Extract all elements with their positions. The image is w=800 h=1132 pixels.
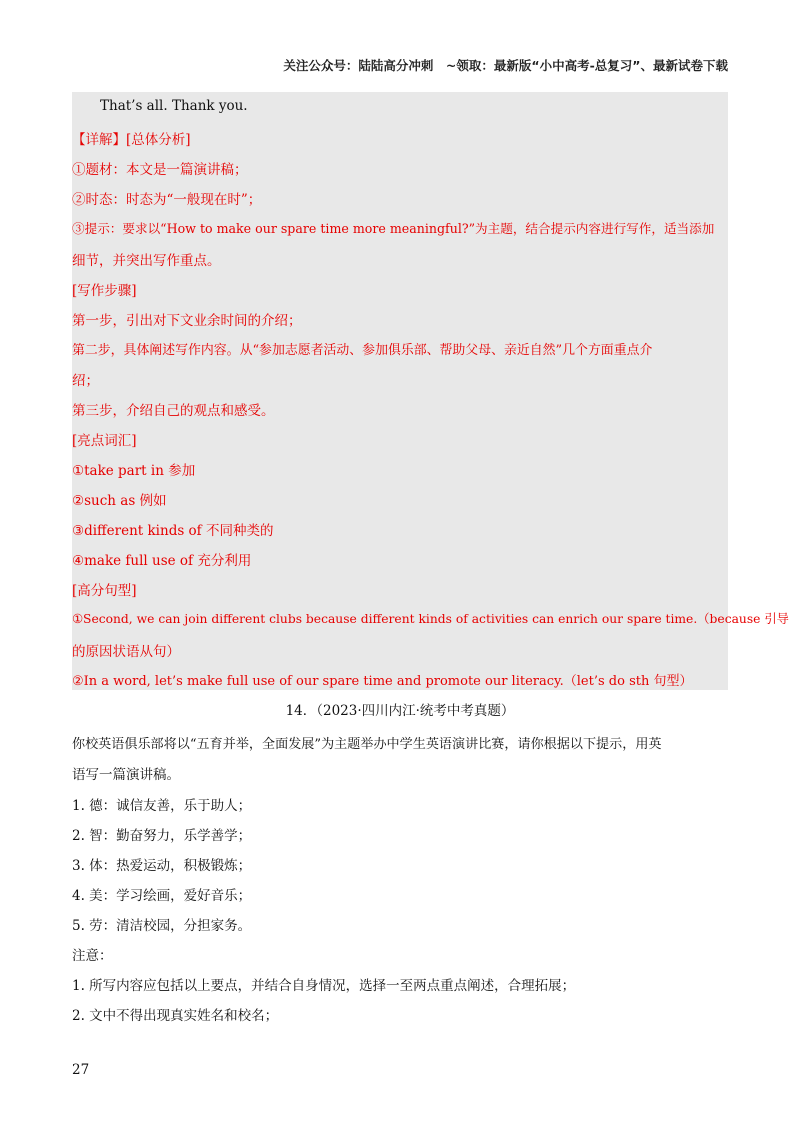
question-title: 14．（2023·四川内江·统考中考真题） <box>285 703 515 719</box>
question-line: 2. 智：勤奋努力，乐学善学； <box>72 828 252 844</box>
question-line: 4. 美：学习绘画，爱好音乐； <box>72 888 252 904</box>
answer-line: [写作步骤] <box>72 283 137 299</box>
answer-shaded-block <box>72 92 728 690</box>
answer-line: ①题材：本文是一篇演讲稿； <box>72 162 248 178</box>
answer-line: 【详解】[总体分析] <box>72 132 191 148</box>
answer-line: [高分句型] <box>72 583 137 599</box>
answer-line: ①take part in 参加 <box>72 463 196 479</box>
question-line: 1. 所写内容应包括以上要点，并结合自身情况，选择一至两点重点阐述，合理拓展； <box>72 978 576 994</box>
question-line: 3. 体：热爱运动，积极锻炼； <box>72 858 252 874</box>
answer-line: ②such as 例如 <box>72 493 167 509</box>
answer-line: ④make full use of 充分利用 <box>72 553 252 569</box>
question-line: 注意： <box>72 948 113 964</box>
answer-line: 绍； <box>72 373 99 389</box>
question-line: 语写一篇演讲稿。 <box>72 767 180 783</box>
answer-line: ①Second, we can join different clubs because different kinds of activities can enrich our spare time.（because 引导 <box>72 612 789 626</box>
answer-line: 第一步，引出对下文业余时间的介绍； <box>72 313 302 329</box>
answer-line: ③提示：要求以“How to make our spare time more meaningful?”为主题，结合提示内容进行写作，适当添加 <box>72 221 715 236</box>
question-line: 1. 德：诚信友善，乐于助人； <box>72 798 252 814</box>
question-line: 5. 劳：清洁校园，分担家务。 <box>72 918 252 934</box>
question-line: 2. 文中不得出现真实姓名和校名； <box>72 1008 279 1024</box>
answer-line: ③different kinds of 不同种类的 <box>72 523 274 539</box>
answer-line: [亮点词汇] <box>72 433 137 449</box>
answer-line: 第三步，介绍自己的观点和感受。 <box>72 403 275 419</box>
answer-line: 的原因状语从句） <box>72 644 180 660</box>
answer-closing: That’s all. Thank you. <box>100 98 248 114</box>
answer-line: 细节，并突出写作重点。 <box>72 253 221 269</box>
answer-line: ②In a word, let’s make full use of our spare time and promote our literacy.（let’s do sth 句型） <box>72 674 693 689</box>
page-number: 27 <box>72 1062 90 1078</box>
question-line: 你校英语俱乐部将以“五育并举，全面发展”为主题举办中学生英语演讲比赛，请你根据以下提示，用英 <box>72 737 662 752</box>
answer-line: ②时态：时态为“一般现在时”； <box>72 192 262 208</box>
answer-line: 第二步，具体阐述写作内容。从“参加志愿者活动、参加俱乐部、帮助父母、亲近自然”几个方面重点介 <box>72 343 653 358</box>
page-header: 关注公众号：陆陆高分冲刺 ~领取：最新版“小中高考-总复习”、最新试卷下载 <box>283 58 728 73</box>
